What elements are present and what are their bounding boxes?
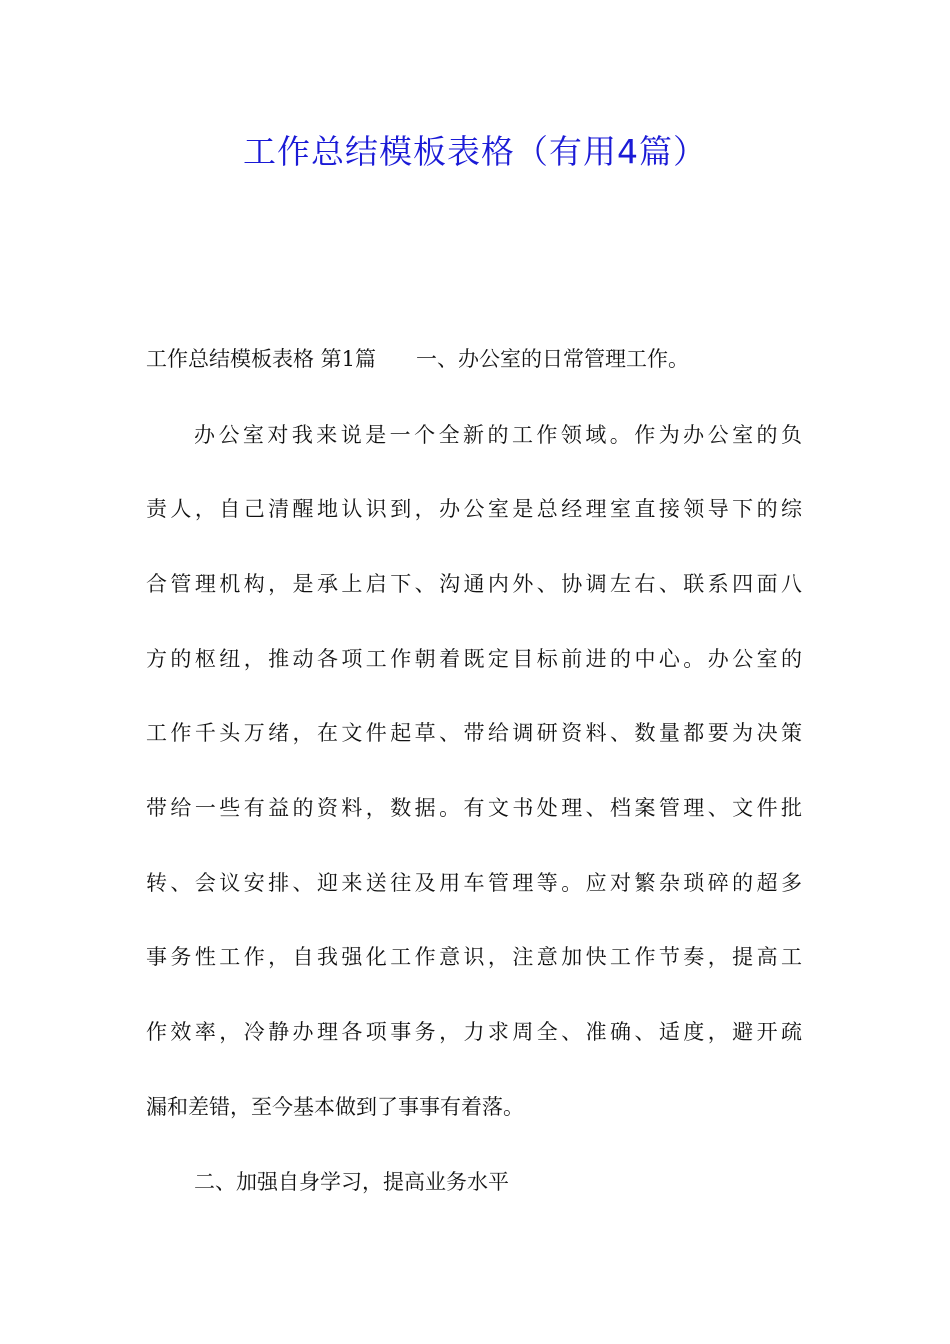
paragraph-line: 责人，自己清醒地认识到，办公室是总经理室直接领导下的综 xyxy=(146,497,802,521)
section-heading xyxy=(146,344,689,374)
section-one-heading: 一、办公室的日常管理工作。 xyxy=(416,347,690,371)
paragraph-line: 办公室对我来说是一个全新的工作领域。作为办公室的负 xyxy=(194,423,802,447)
paragraph-line: 合管理机构，是承上启下、沟通内外、协调左右、联系四面八 xyxy=(146,572,802,596)
paragraph-line: 漏和差错，至今基本做到了事事有着落。 xyxy=(146,1095,524,1119)
section-two-heading: 二、加强自身学习，提高业务水平 xyxy=(194,1170,509,1194)
paragraph-line: 事务性工作，自我强化工作意识，注意加快工作节奏，提高工 xyxy=(146,945,802,969)
paragraph-line: 转、会议安排、迎来送往及用车管理等。应对繁杂琐碎的超多 xyxy=(146,871,802,895)
paragraph-line: 方的枢纽，推动各项工作朝着既定目标前进的中心。办公室的 xyxy=(146,647,802,671)
article-label: 工作总结模板表格 第1篇 xyxy=(146,347,377,371)
paragraph-line: 带给一些有益的资料，数据。有文书处理、档案管理、文件批 xyxy=(146,796,802,820)
document-title: 工作总结模板表格（有用4篇） xyxy=(243,132,707,171)
paragraph-line: 工作千头万绪，在文件起草、带给调研资料、数量都要为决策 xyxy=(146,721,802,745)
paragraph-line: 作效率，冷静办理各项事务，力求周全、准确、适度，避开疏 xyxy=(146,1020,802,1044)
